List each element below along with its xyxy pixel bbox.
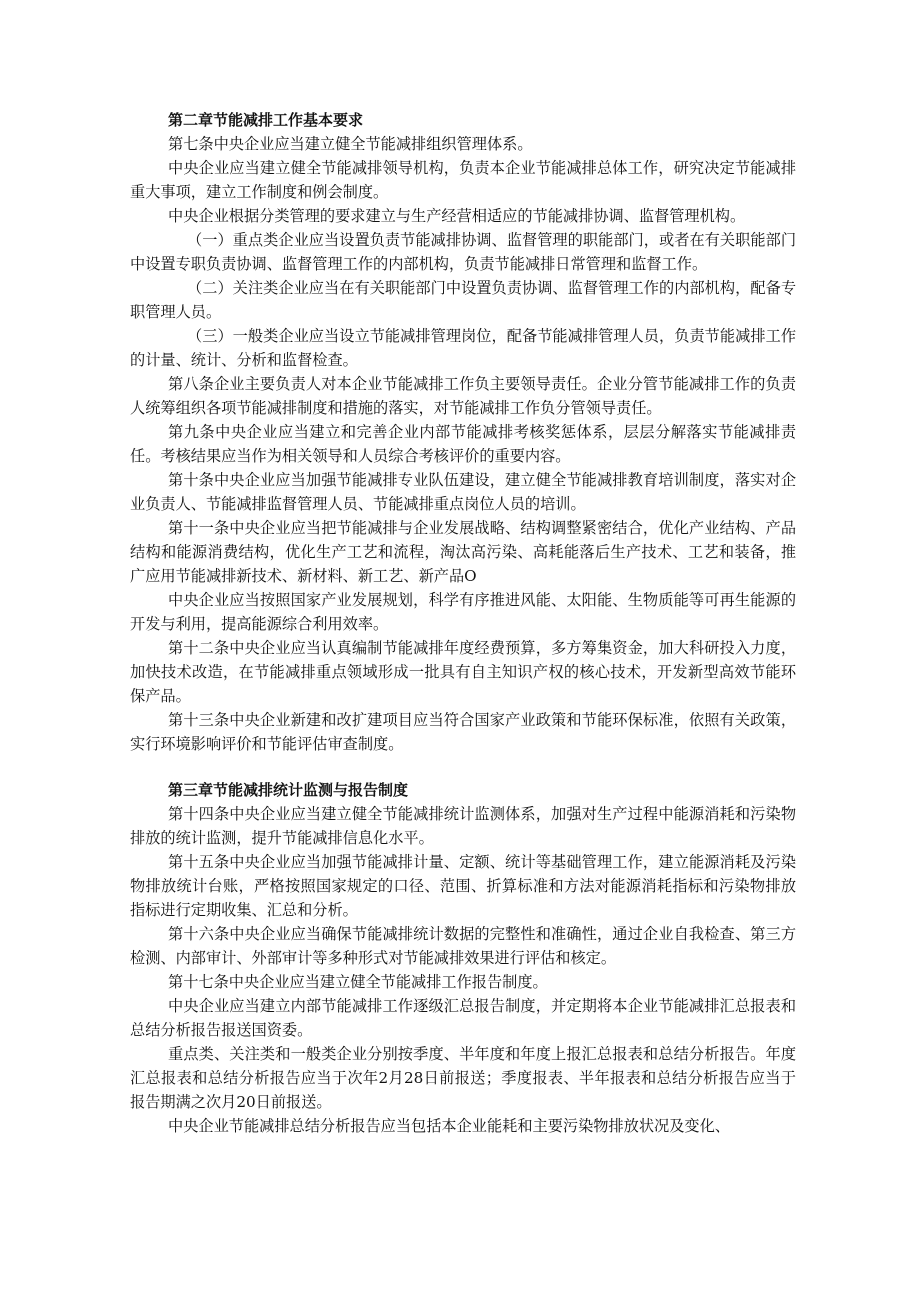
- article-7-item-1: （一）重点类企业应当设置负责节能减排协调、监督管理的职能部门，或者在有关职能部门中设置专职负责协调、监督管理工作的内部机构，负责节能减排日常管理和监督工作。: [130, 231, 796, 273]
- article-17-schedule: 重点类、关注类和一般类企业分别按季度、半年度和年度上报汇总报表和总结分析报告。年度汇总报表和总结分析报告应当于次年2月28日前报送；季度报表、半年报表和总结分析报告应当于报告期满之次月20日前报送。: [130, 1045, 796, 1111]
- article-15: 第十五条中央企业应当加强节能减排计量、定额、统计等基础管理工作，建立能源消耗及污染物排放统计台账，严格按照国家规定的口径、范围、折算标准和方法对能源消耗指标和污染物排放指标进行定期收集、汇总和分析。: [130, 853, 796, 919]
- chapter-3-section: [130, 778, 796, 1138]
- article-17-reporting: 中央企业应当建立内部节能减排工作逐级汇总报告制度，并定期将本企业节能减排汇总报表和总结分析报告报送国资委。: [130, 997, 796, 1039]
- article-14: 第十四条中央企业应当建立健全节能减排统计监测体系，加强对生产过程中能源消耗和污染物排放的统计监测，提升节能减排信息化水平。: [130, 805, 796, 847]
- article-7: 第七条中央企业应当建立健全节能减排组织管理体系。: [168, 135, 533, 153]
- section-gap: [130, 756, 796, 778]
- chapter-3-title: 第三章节能减排统计监测与报告制度: [168, 781, 409, 799]
- article-11-renewables: 中央企业应当按照国家产业发展规划，科学有序推进风能、太阳能、生物质能等可再生能源的开发与利用，提高能源综合利用效率。: [130, 591, 796, 633]
- article-11: 第十一条中央企业应当把节能减排与企业发展战略、结构调整紧密结合，优化产业结构、产品结构和能源消费结构，优化生产工艺和流程，淘汰高污染、高耗能落后生产技术、工艺和装备，推广应用节能减排新技术、新材料、新工艺、新产品O: [130, 519, 796, 585]
- article-13: 第十三条中央企业新建和改扩建项目应当符合国家产业政策和节能环保标准，依照有关政策，实行环境影响评价和节能评估审查制度。: [130, 711, 796, 753]
- chapter-2-section: [130, 108, 796, 756]
- article-17-content: 中央企业节能减排总结分析报告应当包括本企业能耗和主要污染物排放状况及变化、: [168, 1117, 730, 1135]
- chapter-2-title: 第二章节能减排工作基本要求: [168, 111, 364, 129]
- article-7-organization: 中央企业根据分类管理的要求建立与生产经营相适应的节能减排协调、监督管理机构。: [168, 207, 746, 225]
- article-16: 第十六条中央企业应当确保节能减排统计数据的完整性和准确性，通过企业自我检查、第三方检测、内部审计、外部审计等多种形式对节能减排效果进行评估和核定。: [130, 925, 796, 967]
- article-7-item-3: （三）一般类企业应当设立节能减排管理岗位，配备节能减排管理人员，负责节能减排工作的计量、统计、分析和监督检查。: [130, 327, 796, 369]
- document-page: [130, 108, 796, 1138]
- article-7-item-2: （二）关注类企业应当在有关职能部门中设置负责协调、监督管理工作的内部机构，配备专职管理人员。: [130, 279, 796, 321]
- article-17: 第十七条中央企业应当建立健全节能减排工作报告制度。: [168, 973, 548, 991]
- article-10: 第十条中央企业应当加强节能减排专业队伍建设，建立健全节能减排教育培训制度，落实对企业负责人、节能减排监督管理人员、节能减排重点岗位人员的培训。: [130, 471, 796, 513]
- article-12: 第十二条中央企业应当认真编制节能减排年度经费预算，多方筹集资金，加大科研投入力度，加快技术改造，在节能减排重点领域形成一批具有自主知识产权的核心技术，开发新型高效节能环保产品。: [130, 639, 796, 705]
- article-9: 第九条中央企业应当建立和完善企业内部节能减排考核奖惩体系，层层分解落实节能减排责任。考核结果应当作为相关领导和人员综合考核评价的重要内容。: [130, 423, 796, 465]
- article-8: 第八条企业主要负责人对本企业节能减排工作负主要领导责任。企业分管节能减排工作的负责人统筹组织各项节能减排制度和措施的落实，对节能减排工作负分管领导责任。: [130, 375, 796, 417]
- article-7-leadership: 中央企业应当建立健全节能减排领导机构，负责本企业节能减排总体工作，研究决定节能减排重大事项，建立工作制度和例会制度。: [130, 159, 796, 201]
